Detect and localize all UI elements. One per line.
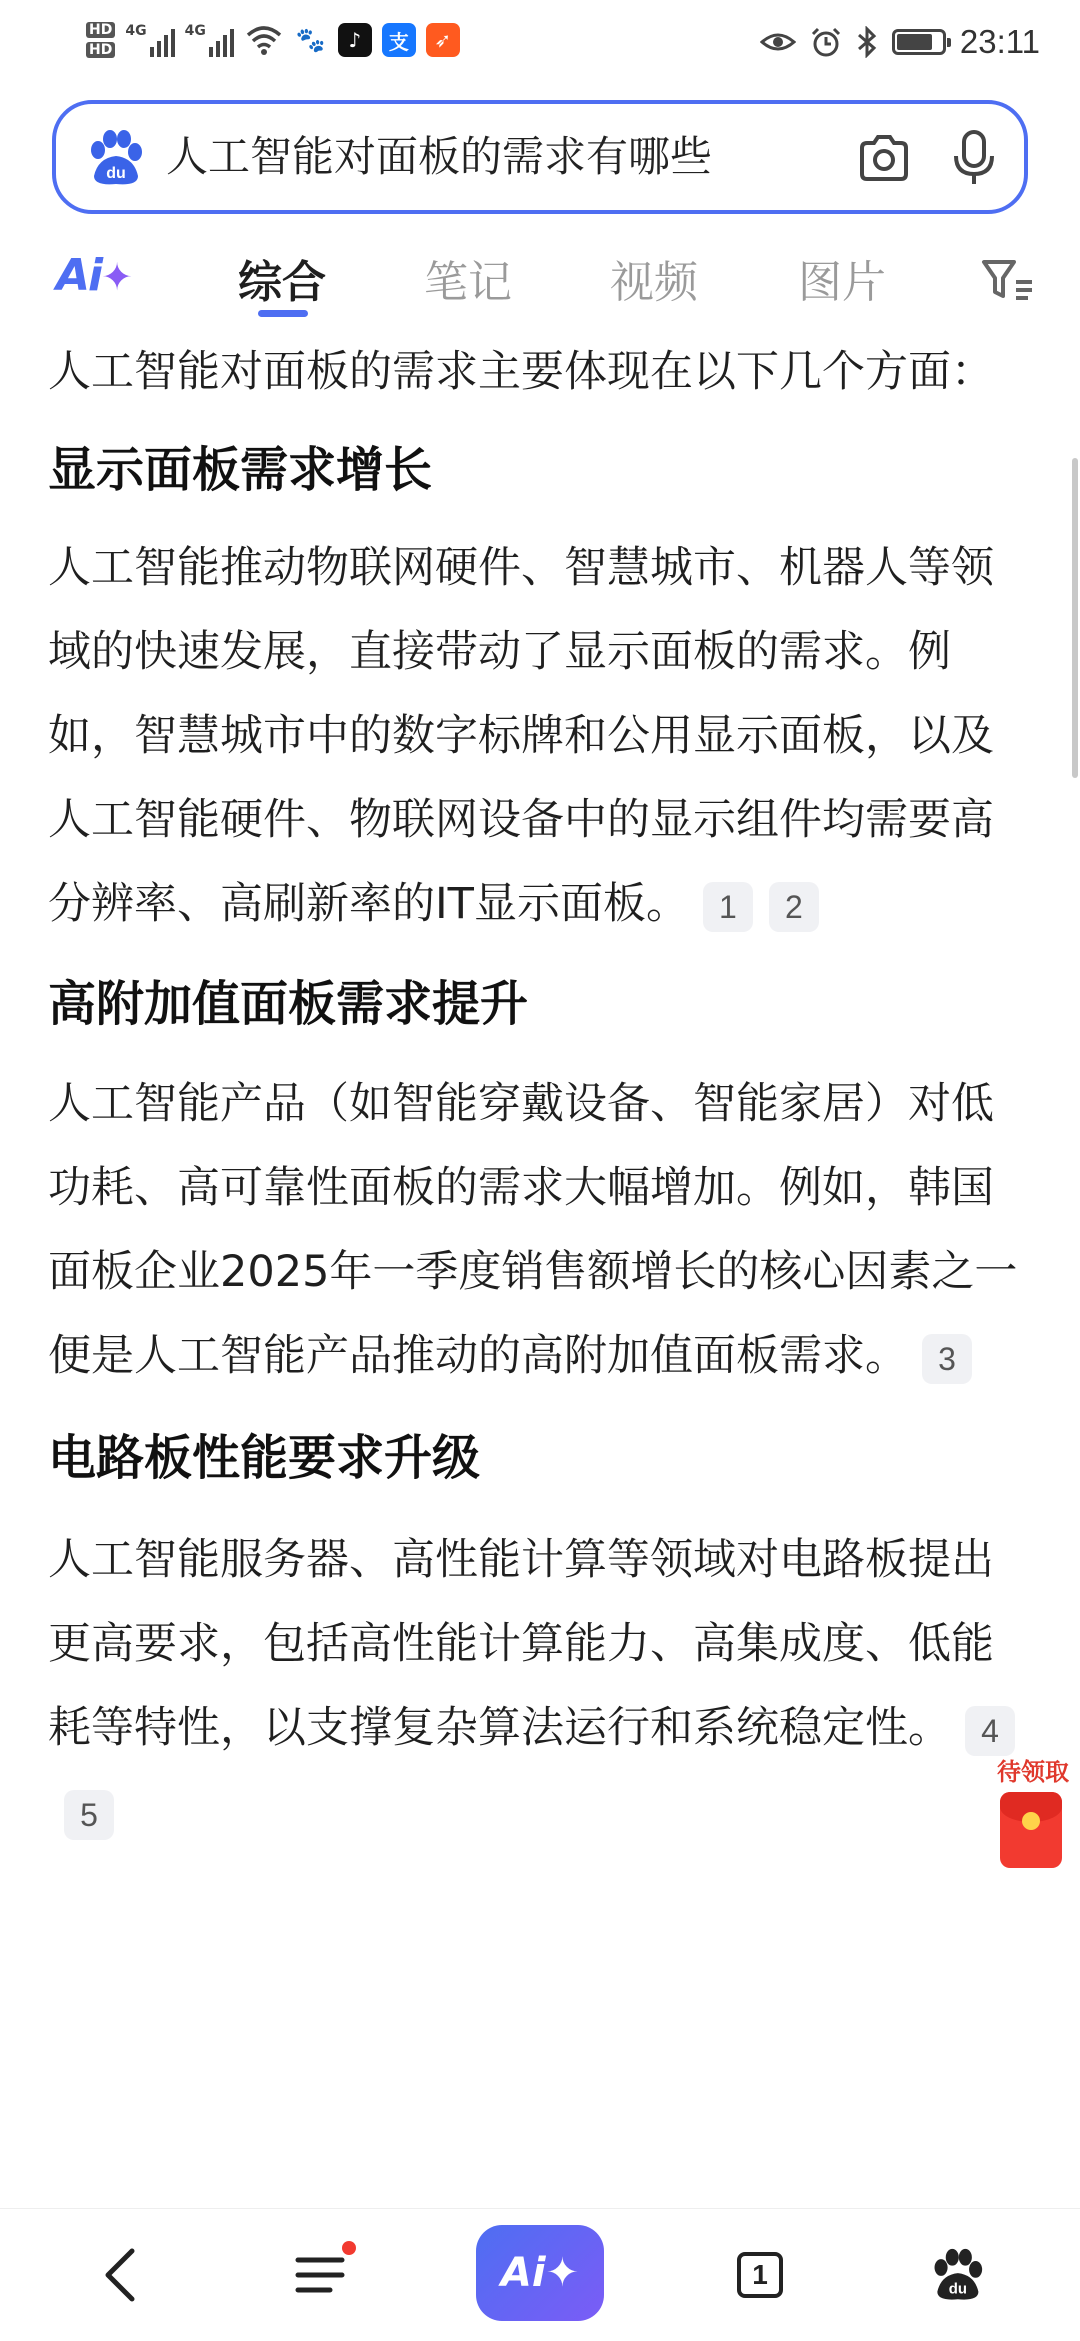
citation-2[interactable]: 2 bbox=[769, 882, 819, 932]
network-type-2: 4G bbox=[184, 23, 206, 39]
section-heading-3: 电路板性能要求升级 bbox=[48, 1430, 481, 1486]
app-notification-icon: ➶ bbox=[426, 23, 460, 57]
search-query[interactable]: 人工智能对面板的需求有哪些 bbox=[166, 132, 713, 181]
section-heading-1: 显示面板需求增长 bbox=[48, 442, 433, 498]
back-arrow-icon bbox=[100, 2245, 140, 2305]
baidu-home-button[interactable] bbox=[916, 2209, 996, 2341]
citation-4[interactable]: 4 bbox=[965, 1706, 1015, 1756]
tab-comprehensive[interactable]: 综合 bbox=[238, 257, 326, 308]
coin-icon bbox=[1022, 1812, 1040, 1830]
section-heading-2: 高附加值面板需求提升 bbox=[48, 976, 529, 1032]
signal-2-icon bbox=[185, 23, 234, 57]
alipay-notification-icon: 支 bbox=[382, 23, 416, 57]
alarm-icon bbox=[810, 26, 842, 58]
baidu-notification-icon: 🐾 bbox=[294, 23, 328, 57]
result-tabs bbox=[0, 230, 1080, 330]
back-button[interactable] bbox=[80, 2209, 160, 2341]
active-tab-indicator bbox=[258, 310, 308, 317]
microphone-icon[interactable] bbox=[946, 128, 1002, 188]
red-envelope-icon[interactable] bbox=[1000, 1792, 1062, 1868]
scroll-indicator[interactable] bbox=[1072, 458, 1078, 778]
svg-text:du: du bbox=[106, 165, 126, 182]
clock: 23:11 bbox=[959, 23, 1040, 60]
citation-1[interactable]: 1 bbox=[703, 882, 753, 932]
section-body-3: 人工智能服务器、高性能计算等领域对电路板提出更高要求，包括高性能计算能力、高集成度、低能耗等特性，以支撑复杂算法运行和系统稳定性。 bbox=[48, 1535, 994, 1753]
network-type-1: 4G bbox=[125, 23, 147, 39]
tab-videos[interactable]: 视频 bbox=[610, 257, 698, 308]
ai-sparkle-icon: ✦ bbox=[101, 255, 131, 299]
red-envelope-widget[interactable] bbox=[990, 1752, 1076, 1787]
camera-icon[interactable] bbox=[856, 130, 912, 186]
status-bar bbox=[0, 0, 1080, 84]
battery-level bbox=[897, 34, 932, 50]
tab-count: 1 bbox=[737, 2252, 783, 2298]
baidu-paw-home-icon bbox=[928, 2247, 984, 2303]
hd-indicator-2: HD bbox=[86, 42, 115, 58]
red-envelope-label: 待领取 bbox=[997, 1758, 1069, 1786]
hd-indicators bbox=[86, 22, 115, 58]
status-bar-right bbox=[760, 14, 1040, 70]
tab-images[interactable]: 图片 bbox=[798, 257, 886, 308]
status-bar-left bbox=[86, 10, 460, 70]
svg-text:du: du bbox=[948, 2280, 967, 2298]
citation-5[interactable]: 5 bbox=[64, 1790, 114, 1840]
tiktok-notification-icon: ♪ bbox=[338, 23, 372, 57]
signal-1-icon bbox=[125, 23, 174, 57]
tab-notes[interactable]: 笔记 bbox=[424, 257, 512, 308]
ai-tab[interactable] bbox=[56, 250, 131, 301]
section-text-3 bbox=[48, 1518, 1024, 1854]
battery-icon bbox=[892, 29, 946, 55]
menu-button[interactable] bbox=[280, 2209, 360, 2341]
section-text-2 bbox=[48, 1062, 1024, 1398]
notification-dot bbox=[342, 2241, 356, 2255]
ai-answer bbox=[48, 330, 1024, 1854]
ai-button-sparkle-icon: ✦ bbox=[545, 2250, 580, 2296]
section-body-1: 人工智能推动物联网硬件、智慧城市、机器人等领域的快速发展，直接带动了显示面板的需求。例如，智慧城市中的数字标牌和公用显示面板，以及人工智能硬件、物联网设备中的显示组件均需要高分辨率、高刷新率的IT显示面板。 bbox=[48, 543, 994, 929]
ai-assistant-button[interactable] bbox=[476, 2225, 604, 2321]
menu-icon bbox=[292, 2252, 348, 2298]
section-text-1 bbox=[48, 526, 1024, 946]
hd-indicator-1: HD bbox=[86, 22, 115, 38]
ai-button-label: Ai bbox=[500, 2250, 546, 2296]
ai-tab-label: Ai bbox=[56, 250, 102, 301]
eye-comfort-icon bbox=[760, 27, 796, 57]
section-body-2: 人工智能产品（如智能穿戴设备、智能家居）对低功耗、高可靠性面板的需求大幅增加。例如，韩国面板企业2025年一季度销售额增长的核心因素之一便是人工智能产品推动的高附加值面板需求。 bbox=[48, 1079, 1018, 1381]
bluetooth-icon bbox=[856, 26, 878, 58]
intro-text: 人工智能对面板的需求主要体现在以下几个方面： bbox=[48, 347, 994, 397]
baidu-paw-icon[interactable] bbox=[84, 128, 144, 188]
wifi-icon bbox=[244, 23, 284, 57]
filter-icon[interactable] bbox=[980, 256, 1036, 304]
tabs-button[interactable] bbox=[720, 2209, 800, 2341]
citation-3[interactable]: 3 bbox=[922, 1334, 972, 1384]
bottom-navigation bbox=[0, 2208, 1080, 2341]
search-bar[interactable] bbox=[52, 100, 1028, 214]
